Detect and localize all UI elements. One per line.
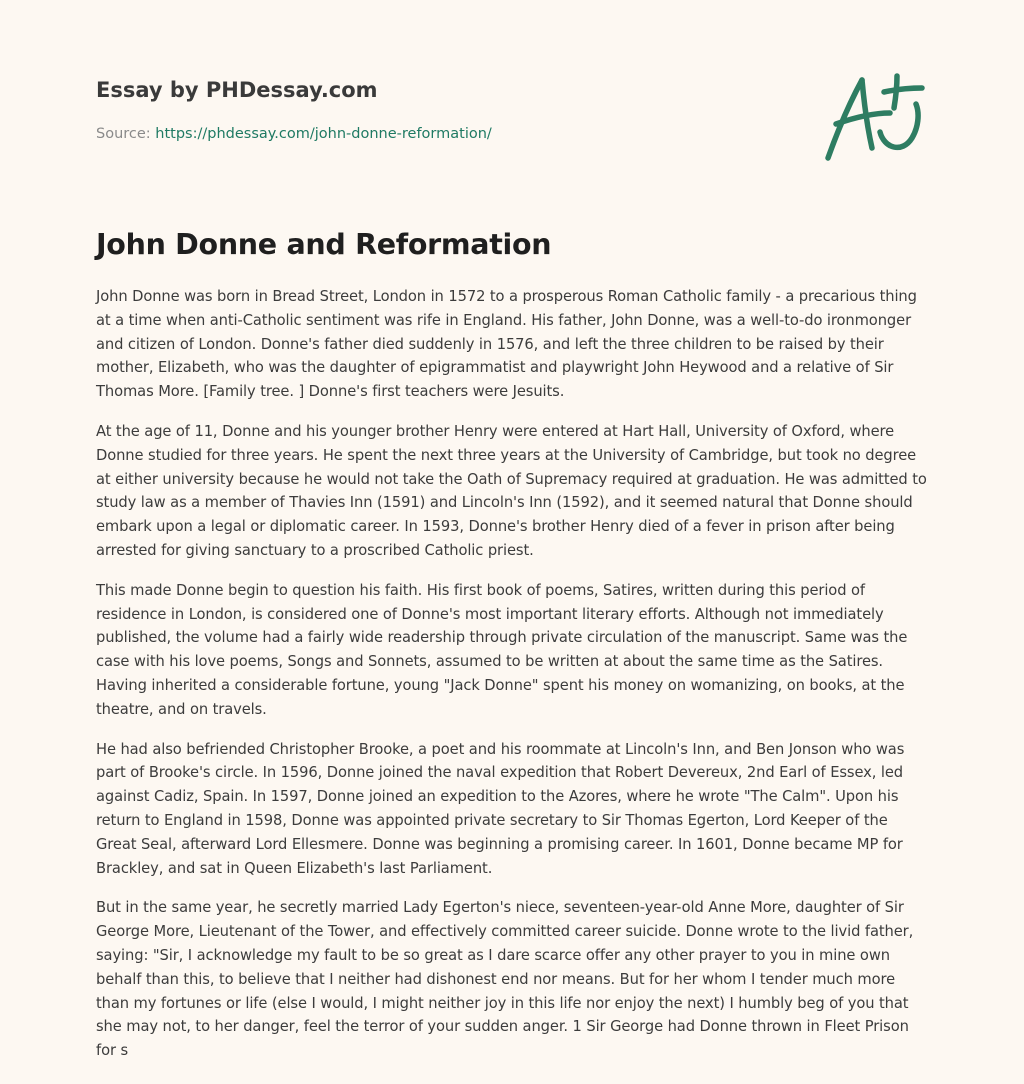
essay-paragraph: He had also befriended Christopher Brooke, a poet and his roommate at Lincoln's Inn, and Ben Jonson who was part of Brooke's circle. In 1596, Donne joined the naval expedition that Robert Devereux, 2nd Earl of Essex, led against Cadiz, Spain. In 1597, Donne joined an expedition to the Azores, where he wrote "The Calm". Upon his return to England in 1598, Donne was appointed private secretary to Sir Thomas Egerton, Lord Keeper of the Great Seal, afterward Lord Ellesmere. Donne was beginning a promising career. In 1601, Donne became MP for Brackley, and sat in Queen Elizabeth's last Parliament. [96,740,905,877]
essay-title: John Donne and Reformation [96,228,552,261]
essay-paragraph: But in the same year, he secretly married Lady Egerton's niece, seventeen-year-old Anne More, daughter of Sir George More, Lieutenant of the Tower, and effectively committed career suicide. Donne wrote to the livid father, saying: "Sir, I acknowledge my fault to be so great as I dare scarce offer any other prayer to you in mine own behalf than this, to believe that I neither had dishonest end nor means. But for her whom I tender much more than my fortunes or life (else I would, I might neither joy in this life nor enjoy the next) I humbly beg of you that she may not, to her danger, feel the terror of your sudden anger. 1 Sir George had Donne thrown in Fleet Prison for s [96,899,914,1060]
source-link[interactable]: https://phdessay.com/john-donne-reformation/ [155,126,492,142]
source-label: Source: [96,126,156,142]
site-title: Essay by PHDessay.com [96,78,378,102]
essay-body [96,285,928,1079]
page-header [96,76,856,144]
a-plus-logo-icon [822,68,928,164]
essay-paragraph: At the age of 11, Donne and his younger brother Henry were entered at Hart Hall, University of Oxford, where Donne studied for three years. He spent the next three years at the University of Cambridge, but took no degree at either university because he would not take the Oath of Supremacy required at graduation. He was admitted to study law as a member of Thavies Inn (1591) and Lincoln's Inn (1592), and it seemed natural that Donne should embark upon a legal or diplomatic career. In 1593, Donne's brother Henry died of a fever in prison after being arrested for giving sanctuary to a proscribed Catholic priest. [96,422,927,559]
source-line [96,124,856,144]
essay-paragraph: John Donne was born in Bread Street, London in 1572 to a prosperous Roman Catholic family - a precarious thing at a time when anti-Catholic sentiment was rife in England. His father, John Donne, was a well-to-do ironmonger and citizen of London. Donne's father died suddenly in 1576, and left the three children to be raised by their mother, Elizabeth, who was the daughter of epigrammatist and playwright John Heywood and a relative of Sir Thomas More. [Family tree. ] Donne's first teachers were Jesuits. [96,288,917,401]
essay-paragraph: This made Donne begin to question his faith. His first book of poems, Satires, written during this period of residence in London, is considered one of Donne's most important literary efforts. Although not immediately published, the volume had a fairly wide readership through private circulation of the manuscript. Same was the case with his love poems, Songs and Sonnets, assumed to be written at about the same time as the Satires. Having inherited a considerable fortune, young "Jack Donne" spent his money on womanizing, on books, at the theatre, and on travels. [96,581,908,718]
